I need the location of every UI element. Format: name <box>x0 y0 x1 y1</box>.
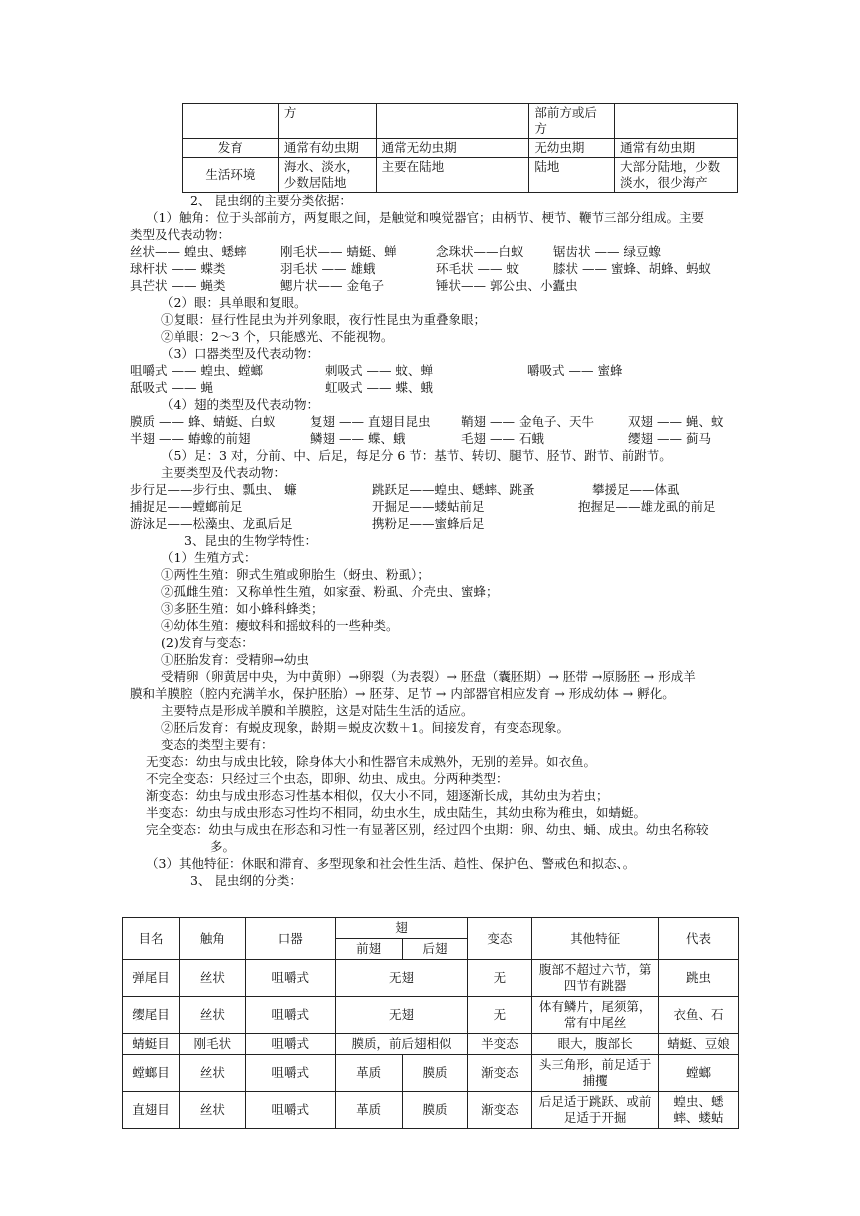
table-cell: 螳螂 <box>659 1055 739 1092</box>
text-line: 鞘翅 —— 金龟子、天牛 <box>461 414 594 429</box>
header-antenna: 触角 <box>179 918 245 960</box>
text-line: 鳃片状—— 金龟子 <box>280 278 384 293</box>
table-cell <box>376 104 529 139</box>
table-cell: 通常有幼虫期 <box>278 139 376 158</box>
text-line: 刺吸式 —— 蚊、蝉 <box>325 363 433 378</box>
table-cell: 咀嚼式 <box>245 1055 335 1092</box>
table-cell: 丝状 <box>179 1092 245 1129</box>
table-cell: 生活环境 <box>183 158 279 193</box>
table-cell: 无幼虫期 <box>529 139 615 158</box>
text-line: （2）眼：具单眼和复眼。 <box>161 295 307 310</box>
comparison-table-top <box>182 103 738 193</box>
text-line: 虹吸式 —— 蝶、蛾 <box>325 380 433 395</box>
text-line: 锤状—— 郭公虫、小蠹虫 <box>436 278 578 293</box>
table-row <box>123 960 739 997</box>
table-row <box>183 139 738 158</box>
table-cell: 丝状 <box>179 960 245 997</box>
header-hindwing: 后翅 <box>402 939 468 960</box>
text-line: 嚼吸式 —— 蜜蜂 <box>527 363 623 378</box>
text-line: （1）触角：位于头部前方，两复眼之间，是触觉和嗅觉器官；由柄节、梗节、鞭节三部分组成。主要 <box>146 210 704 225</box>
text-line: 锯齿状 —— 绿豆蟓 <box>553 244 661 259</box>
table-cell: 发育 <box>183 139 279 158</box>
text-line: 咀嚼式 —— 蝗虫、螳螂 <box>130 363 263 378</box>
text-line: 渐变态：幼虫与成虫形态习性基本相似，仅大小不同，翅逐渐长成，其幼虫为若虫； <box>146 788 609 803</box>
table-cell: 缨尾目 <box>123 997 180 1034</box>
table-cell: 体有鳞片，尾须第，常有中尾丝 <box>532 997 659 1034</box>
section-heading: 3、 昆虫纲的分类： <box>190 873 302 888</box>
table-cell: 方 <box>278 104 376 139</box>
text-line: 多。 <box>210 839 236 854</box>
text-line: 完全变态：幼虫与成虫在形态和习性一有显著区别，经过四个虫期：卵、幼虫、蛹、成虫。幼虫名称较 <box>146 822 709 837</box>
table-cell: 膜质 <box>402 1092 468 1129</box>
table-row <box>183 104 738 139</box>
text-line: 膜质 —— 蜂、蜻蜓、白蚁 <box>130 414 276 429</box>
text-line: 膜和羊膜腔（腔内充满羊水，保护胚胎）→ 胚芽、足节 → 内部器官相应发育 → 形成幼体 → 孵化。 <box>130 686 675 701</box>
header-order: 目名 <box>123 918 180 960</box>
table-cell: 刚毛状 <box>179 1034 245 1055</box>
header-forewing: 前翅 <box>335 939 402 960</box>
text-line: 抱握足——雄龙虱的前足 <box>578 499 716 514</box>
table-row <box>123 1055 739 1092</box>
table-cell: 无 <box>468 960 532 997</box>
table-cell: 海水、淡水，少数居陆地 <box>278 158 376 193</box>
table-cell: 弹尾目 <box>123 960 180 997</box>
table-cell: 膜质 <box>402 1055 468 1092</box>
text-line: ④幼体生殖：瘿蚊科和摇蚊科的一些种类。 <box>161 618 399 633</box>
table-cell: 渐变态 <box>468 1055 532 1092</box>
section-heading: 2、 昆虫纲的主要分类依据： <box>190 193 352 208</box>
table-cell: 大部分陆地，少数淡水，很少海产 <box>615 158 738 193</box>
text-line: ①两性生殖：卵式生殖或卵胎生（蚜虫、粉虱）； <box>161 567 430 582</box>
text-line: 受精卵（卵黄居中央，为中黄卵）→卵裂（为表裂）→ 胚盘（囊胚期）→ 胚带 →原肠胚 → 形成羊 <box>161 669 696 684</box>
text-line: 膝状 —— 蜜蜂、胡蜂、蚂蚁 <box>553 261 711 276</box>
table-cell: 蜻蜓目 <box>123 1034 180 1055</box>
table-cell: 眼大，腹部长 <box>532 1034 659 1055</box>
table-cell: 无翅 <box>335 960 468 997</box>
table-cell: 头三角形，前足适于捕攫 <box>532 1055 659 1092</box>
table-row <box>123 997 739 1034</box>
table-cell <box>183 104 279 139</box>
text-line: （5）足：3 对，分前、中、后足，每足分 6 节：基节、转切、腿节、胫节、跗节、前跗节。 <box>161 448 672 463</box>
header-other: 其他特征 <box>532 918 659 960</box>
text-line: 舐吸式 —— 蝇 <box>130 380 213 395</box>
text-line: ②孤雌生殖：又称单性生殖，如家蚕、粉虱、介壳虫、蜜蜂； <box>161 584 499 599</box>
text-line: ①复眼：昼行性昆虫为并列象眼，夜行性昆虫为重叠象眼； <box>161 312 487 327</box>
text-line: （3）口器类型及代表动物： <box>161 346 319 361</box>
text-line: 丝状—— 蝗虫、蟋蟀 <box>130 244 247 259</box>
text-line: 不完全变态：只经过三个虫态，即卵、幼虫、成虫。分两种类型： <box>146 771 509 786</box>
text-line: 捕捉足——螳螂前足 <box>130 499 243 514</box>
text-line: 缨翅 —— 蓟马 <box>628 431 711 446</box>
text-line: 半翅 —— 蝽蟓的前翅 <box>130 431 251 446</box>
table-cell: 半变态 <box>468 1034 532 1055</box>
table-cell: 陆地 <box>529 158 615 193</box>
table-cell: 跳虫 <box>659 960 739 997</box>
text-line: 复翅 —— 直翅目昆虫 <box>310 414 431 429</box>
table-cell: 蝗虫、蟋蟀、蝼蛄 <box>659 1092 739 1129</box>
table-cell: 咀嚼式 <box>245 997 335 1034</box>
table-cell: 通常无幼虫期 <box>376 139 529 158</box>
text-line: 攀援足——体虱 <box>592 482 680 497</box>
text-line: 羽毛状 —— 雄蛾 <box>280 261 376 276</box>
text-line: 具芒状 —— 蝇类 <box>130 278 226 293</box>
table-cell: 衣鱼、石 <box>659 997 739 1034</box>
table-cell: 后足适于跳跃、或前足适于开掘 <box>532 1092 659 1129</box>
text-line: 鳞翅 —— 蝶、蛾 <box>310 431 406 446</box>
text-line: （3）其他特征：休眠和滞育、多型现象和社会性生活、趋性、保护色、警戒色和拟态、。 <box>146 856 636 871</box>
text-line: ①胚胎发育：受精卵→幼虫 <box>161 652 309 667</box>
table-cell: 无 <box>468 997 532 1034</box>
text-line: ③多胚生殖：如小蜂科蜂类； <box>161 601 324 616</box>
table-cell: 螳螂目 <box>123 1055 180 1092</box>
text-line: 主要类型及代表动物： <box>161 465 287 480</box>
header-wing: 翅 <box>335 918 468 939</box>
text-line: 跳跃足——蝗虫、蟋蟀、跳蚤 <box>372 482 535 497</box>
text-line: 游泳足——松藻虫、龙虱后足 <box>130 516 293 531</box>
table-cell: 通常有幼虫期 <box>615 139 738 158</box>
table-cell: 渐变态 <box>468 1092 532 1129</box>
table-cell: 革质 <box>335 1092 402 1129</box>
header-mouthparts: 口器 <box>245 918 335 960</box>
section-heading: 3、昆虫的生物学特性： <box>184 533 317 548</box>
text-line: 毛翅 —— 石蛾 <box>461 431 544 446</box>
table-header-row <box>123 918 739 939</box>
table-cell: 无翅 <box>335 997 468 1034</box>
table-cell: 丝状 <box>179 1055 245 1092</box>
table-row <box>183 158 738 193</box>
text-line: 双翅 —— 蝇、蚊 <box>628 414 724 429</box>
table-cell: 蜻蜓、豆娘 <box>659 1034 739 1055</box>
text-line: 球杆状 —— 蝶类 <box>130 261 226 276</box>
table-cell: 腹部不超过六节，第四节有跳器 <box>532 960 659 997</box>
table-cell: 部前方或后方 <box>529 104 615 139</box>
table-cell: 咀嚼式 <box>245 1034 335 1055</box>
classification-table <box>122 917 739 1129</box>
table-cell: 咀嚼式 <box>245 960 335 997</box>
text-line: 念珠状——白蚁 <box>436 244 524 259</box>
table-cell: 咀嚼式 <box>245 1092 335 1129</box>
text-line: (2)发育与变态： <box>161 635 254 650</box>
text-line: 携粉足——蜜蜂后足 <box>372 516 485 531</box>
text-line: 开掘足——蝼蛄前足 <box>372 499 485 514</box>
header-metamorphosis: 变态 <box>468 918 532 960</box>
table-cell <box>615 104 738 139</box>
table-cell: 主要在陆地 <box>376 158 529 193</box>
text-line: （4）翅的类型及代表动物： <box>161 397 319 412</box>
text-line: ②胚后发育：有蜕皮现象，龄期＝蜕皮次数＋1。间接发育，有变态现象。 <box>161 720 569 735</box>
text-line: 类型及代表动物： <box>130 227 231 242</box>
text-line: 变态的类型主要有： <box>161 737 274 752</box>
text-line: 无变态：幼虫与成虫比较，除身体大小和性器官未成熟外，无别的差异。如衣鱼。 <box>146 754 597 769</box>
table-cell: 革质 <box>335 1055 402 1092</box>
text-line: 刚毛状—— 蜻蜓、蝉 <box>280 244 397 259</box>
table-row <box>123 1034 739 1055</box>
table-cell: 丝状 <box>179 997 245 1034</box>
text-line: 步行足——步行虫、瓢虫、 蠊 <box>130 482 297 497</box>
text-line: 半变态：幼虫与成虫形态习性均不相同，幼虫水生，成虫陆生，其幼虫称为稚虫，如蜻蜓。 <box>146 805 647 820</box>
header-representative: 代表 <box>659 918 739 960</box>
table-cell: 直翅目 <box>123 1092 180 1129</box>
table-row <box>123 1092 739 1129</box>
text-line: 主要特点是形成羊膜和羊膜腔，这是对陆生生活的适应。 <box>161 703 474 718</box>
text-line: 环毛状 —— 蚊 <box>436 261 519 276</box>
table-cell: 膜质，前后翅相似 <box>335 1034 468 1055</box>
text-line: ②单眼：2～3 个，只能感光、不能视物。 <box>161 329 394 344</box>
text-line: （1）生殖方式： <box>161 550 257 565</box>
